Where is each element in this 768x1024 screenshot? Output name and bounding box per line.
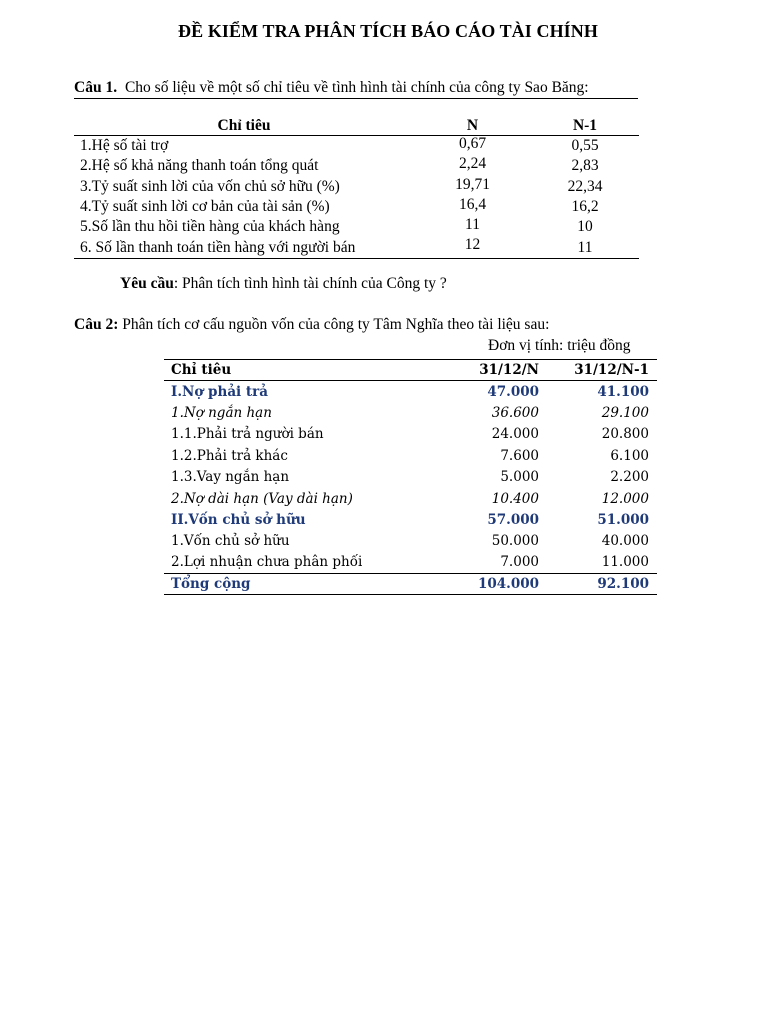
row-label: 6. Số lần thanh toán tiền hàng với người bán [80,238,356,256]
value-n: 12 [464,236,481,254]
row-label: Tổng cộng [171,576,251,593]
row-label: 2.Lợi nhuận chưa phân phối [171,554,363,571]
question-1-prompt [74,79,638,99]
row-label: I.Nợ phải trả [171,383,268,400]
row-label: 1.1.Phải trả người bán [171,426,324,443]
table-row [164,552,657,573]
table-row [164,445,657,466]
requirement-text: : Phân tích tình hình tài chính của Công ty ? [173,275,447,292]
value-31-12-n-1: 20.800 [601,426,649,443]
value-n: 2,24 [458,155,487,173]
table-row [74,136,639,157]
value-31-12-n-1: 6.100 [610,447,649,464]
financial-ratios-table [74,116,639,259]
row-label: 1.Vốn chủ sở hữu [171,533,290,550]
value-31-12-n-1: 29.100 [601,404,649,421]
table-row [74,237,639,258]
question-2-text: Phân tích cơ cấu nguồn vốn của công ty Tâm Nghĩa theo tài liệu sau: [118,316,550,333]
column-header-indicator: Chỉ tiêu [217,117,271,134]
table-row [164,424,657,445]
table-row [164,466,657,487]
row-label: 1.Nợ ngắn hạn [171,404,272,421]
column-header-n-1: N-1 [572,117,598,134]
value-n-1: 11 [577,238,593,256]
value-31-12-n: 50.000 [491,533,539,550]
document-title: ĐỀ KIỂM TRA PHÂN TÍCH BÁO CÁO TÀI CHÍNH [178,21,598,41]
row-label: 4.Tỷ suất sinh lời cơ bản của tài sản (%) [80,198,330,216]
table-row [164,381,657,402]
table-row [74,197,639,217]
value-n-1: 0,55 [571,137,599,155]
value-31-12-n: 5.000 [500,469,539,486]
unit-note: Đơn vị tính: triệu đồng [488,337,631,354]
row-label: 1.2.Phải trả khác [171,447,288,464]
row-label: 3.Tỷ suất sinh lời của vốn chủ sở hữu (%) [80,177,340,195]
value-31-12-n-1: 40.000 [601,533,649,550]
value-31-12-n: 7.600 [500,447,539,464]
value-n: 0,67 [458,135,487,152]
requirement-label: Yêu cầu [120,275,174,292]
value-31-12-n: 104.000 [477,576,539,593]
table-row [164,509,657,530]
value-31-12-n: 47.000 [487,383,539,400]
table-header-row [74,116,639,136]
value-n: 19,71 [455,175,490,193]
question-1-label: Câu 1. [74,79,118,96]
table-row [164,488,657,509]
column-header-31-12-n-1: 31/12/N-1 [574,362,649,379]
table-row [164,402,657,423]
value-31-12-n-1: 2.200 [610,469,649,486]
row-label: 1.3.Vay ngắn hạn [171,469,290,486]
value-n-1: 10 [577,218,593,236]
value-31-12-n-1: 11.000 [601,554,649,571]
table-row [74,156,639,176]
value-n: 16,4 [458,195,487,213]
value-31-12-n-1: 92.100 [597,576,649,593]
row-label: 5.Số lần thu hồi tiền hàng của khách hàng [80,218,340,236]
question-2-label: Câu 2: [74,316,119,333]
row-label: 2.Nợ dài hạn (Vay dài hạn) [171,490,353,507]
table-header-row [164,360,657,381]
value-n-1: 16,2 [571,198,599,216]
column-header-indicator: Chỉ tiêu [171,362,232,379]
question-2-prompt [74,316,549,334]
value-31-12-n: 24.000 [491,426,539,443]
value-31-12-n: 10.400 [491,490,539,507]
row-label: 1.Hệ số tài trợ [80,137,169,155]
value-n: 11 [465,216,480,234]
row-label: 2.Hệ số khả năng thanh toán tổng quát [80,157,319,175]
value-31-12-n: 7.000 [500,554,539,571]
value-31-12-n: 36.600 [491,404,539,421]
value-31-12-n-1: 12.000 [601,490,649,507]
column-header-31-12-n: 31/12/N [479,362,539,379]
value-n-1: 2,83 [571,157,599,175]
value-31-12-n-1: 41.100 [597,383,649,400]
total-row [164,573,657,594]
column-header-n: N [466,117,479,134]
value-n-1: 22,34 [567,177,603,195]
value-31-12-n: 57.000 [487,511,539,528]
table-row [74,177,639,197]
value-31-12-n-1: 51.000 [597,511,649,528]
question-1-text: Cho số liệu về một số chỉ tiêu về tình hình tài chính của công ty Sao Băng: [124,79,589,96]
table-row [74,217,639,237]
table-row [164,531,657,552]
row-label: II.Vốn chủ sở hữu [171,511,306,528]
capital-structure-table [164,359,657,595]
question-1-requirement [120,275,447,293]
